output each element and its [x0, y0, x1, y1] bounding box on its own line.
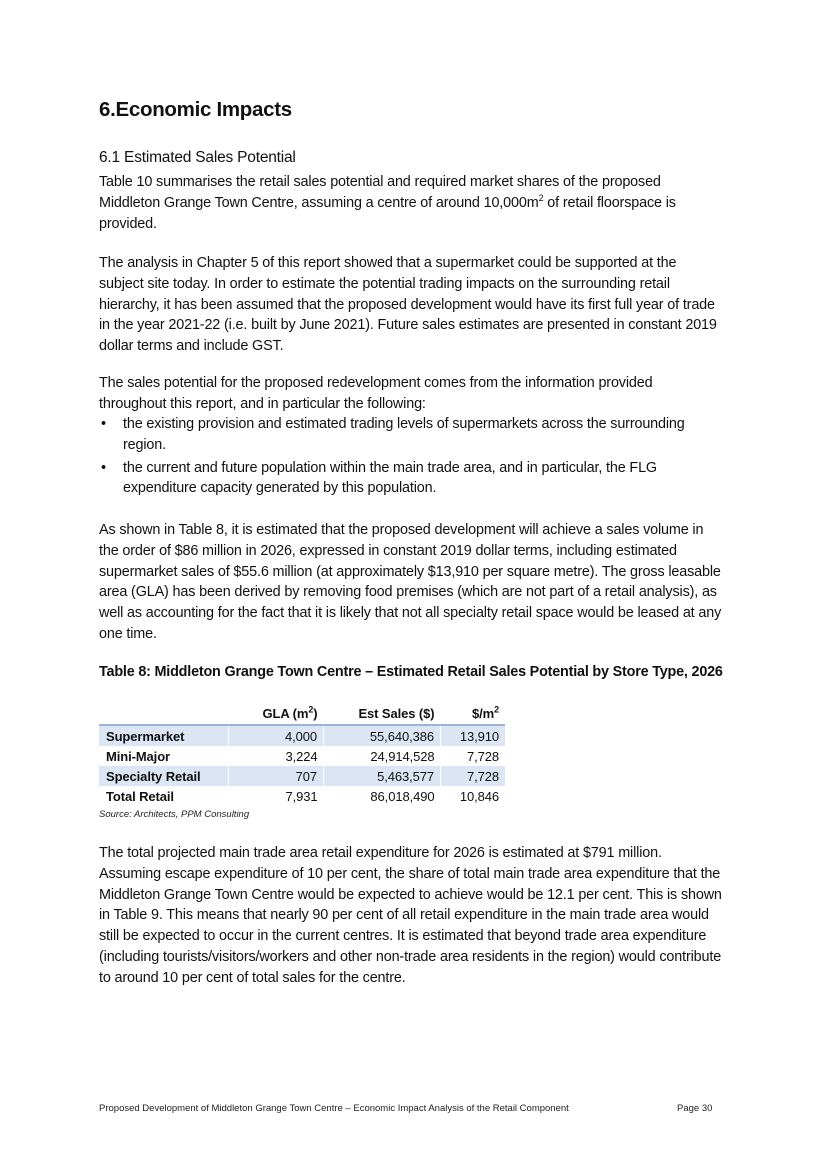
cell-gla: 7,931 — [285, 788, 318, 804]
table-caption: Table 8: Middleton Grange Town Centre – Estimated Retail Sales Potential by Store Type, 2026 — [99, 664, 723, 680]
bullet-icon: • — [101, 416, 106, 432]
cell-per-m2: 13,910 — [441, 725, 506, 746]
cell-per-m2: 7,728 — [441, 766, 506, 786]
row-label: Mini-Major — [106, 748, 170, 764]
cell-sales: 55,640,386 — [324, 725, 441, 746]
page-footer: Proposed Development of Middleton Grange Town Centre – Economic Impact Analysis of the Retail Component — [99, 1103, 569, 1114]
bullet-icon: • — [101, 459, 106, 476]
cell-sales: 24,914,528 — [370, 748, 435, 764]
paragraph-intro-text-end: of retail floorspace is provided. — [99, 194, 676, 232]
cell-gla: 707 — [229, 766, 324, 786]
table-header-gla: GLA $(m^2)$ — [262, 704, 318, 721]
paragraph-analysis: The analysis in Chapter 5 of this report showed that a supermarket could be supported at the subject site today. In order to estimate the potential trading impacts on the surrounding retail hierarchy, it has been assumed that the proposed development would have its first full year of trade in the year 2021-22 (i.e. built by June 2021). Future sales estimates are presented in constant 2019 dollar terms and include GST. — [99, 255, 717, 355]
row-label: Supermarket — [99, 725, 229, 746]
table-row — [99, 746, 505, 766]
table-row — [99, 725, 505, 746]
paragraph-table-summary: As shown in Table 8, it is estimated that the proposed development will achieve a sales volume in the order of $86 million in 2026, expressed in constant 2019 dollar terms, including estimated supermarket sales of $55.6 million (at approximately $13,910 per square metre). The gross leasable area (GLA) has been derived by removing food premises (which are not part of a retail analysis), as well as accounting for the fact that it is likely that not all specialty retail space would be leased at any one time. — [99, 522, 722, 642]
table-row-total — [99, 786, 505, 806]
section-heading: 6.1 Estimated Sales Potential — [99, 149, 296, 166]
cell-per-m2: 7,728 — [466, 748, 499, 764]
bullet-item — [99, 414, 723, 456]
cell-sales: 86,018,490 — [370, 788, 435, 804]
cell-gla: 3,224 — [285, 748, 318, 764]
cell-per-m2: 10,846 — [459, 788, 499, 804]
table-row — [99, 766, 505, 786]
paragraph-expenditure: The total projected main trade area retail expenditure for 2026 is estimated at $791 million. Assuming escape expenditure of 10 per cent, the share of total main trade area expenditure that the Middleton Grange Town Centre would be expected to achieve would be 12.1 per cent. This is shown in Table 9. This means that nearly 90 per cent of all retail expenditure in the main trade area would still be expected to occur in the current centres. It is estimated that beyond trade area expenditure (including tourists/visitors/workers and other non-trade area residents in the region) would contribute to around 10 per cent of total sales for the centre. — [99, 845, 722, 986]
cell-gla: 4,000 — [229, 725, 324, 746]
sales-table — [99, 702, 505, 806]
bullet-text: the current and future population within the main trade area, and in particular, the FLG expenditure capacity generated by this population. — [123, 459, 657, 497]
page-heading: 6.Economic Impacts — [99, 98, 292, 121]
bullet-list — [99, 414, 723, 501]
table-header-row — [99, 702, 505, 725]
table-header-blank — [99, 702, 229, 725]
paragraph-intro — [99, 172, 723, 234]
row-label: Specialty Retail — [99, 766, 229, 786]
page-number: Page 30 — [677, 1103, 713, 1114]
paragraph-intro-text: Table 10 summarises the retail sales potential and required market shares of the proposed Middleton Grange Town Centre, assuming a centre of around 10,000m — [99, 174, 661, 211]
superscript: 2 — [538, 193, 544, 203]
table-header-per-m2: $\$/m^2$ — [471, 704, 499, 721]
table-source: Source: Architects, PPM Consulting — [99, 809, 250, 820]
bullet-item — [99, 458, 723, 500]
cell-sales: 5,463,577 — [324, 766, 441, 786]
table-header-sales: Est Sales ($) — [358, 705, 435, 721]
bullet-text: the existing provision and estimated trading levels of supermarkets across the surrounding region. — [123, 416, 685, 453]
row-label: Total Retail — [106, 788, 174, 804]
paragraph-sales-potential: The sales potential for the proposed redevelopment comes from the information provided throughout this report, and in particular the following: — [99, 375, 653, 412]
